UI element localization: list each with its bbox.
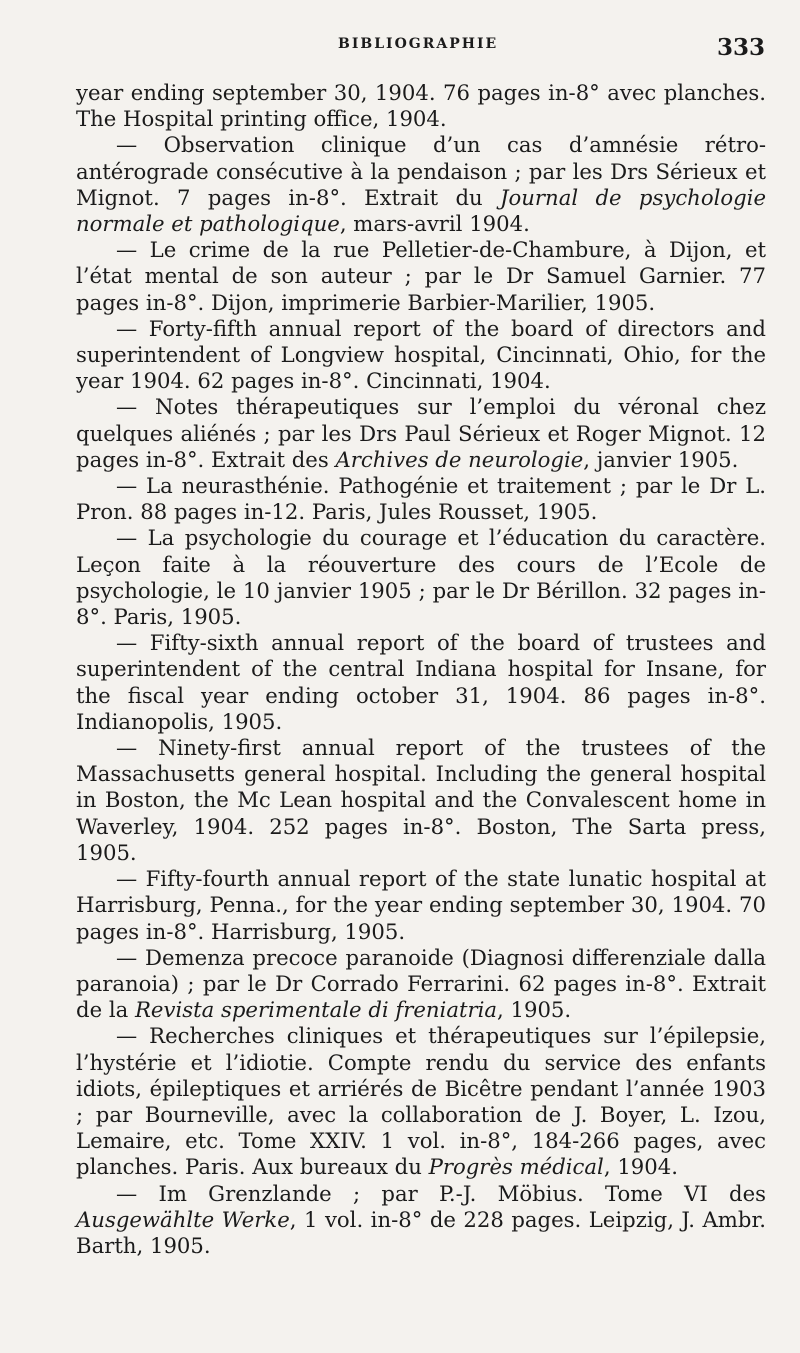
entry-text: — La neurasthénie. Pathogénie et traitement ; par le Dr L. Pron. 88 pages in-12. Paris, Jules Rousset, 1905. [76, 473, 766, 525]
bibliography-entry [76, 866, 766, 945]
entry-title-italic: Ausgewählte Werke [76, 1206, 290, 1232]
entry-text: , 1904. [603, 1154, 678, 1180]
running-title: BIBLIOGRAPHIE [338, 36, 499, 52]
entry-text: — Forty-fifth annual report of the board of directors and superintendent of Longview hospital, Cincinnati, Ohio, for the year 1904. 62 pages in-8°. Cincinnati, 1904. [76, 315, 766, 394]
entry-text: — Recherches cliniques et thérapeutiques sur l’épilepsie, l’hystérie et l’idiotie. Compte rendu du service des enfants idiots, épileptiques et arriérés de Bicêtre pendant l’année 1903 ; par Bourneville, avec la collaboration de J. Boyer, L. Izou, Lemaire, etc. Tome XXIV. 1 vol. in-8°, 184-266 pages, avec planches. Paris. Aux bureaux du [76, 1023, 766, 1180]
entry-text: — Notes thérapeutiques sur l’emploi du véronal chez quelques aliénés ; par les Drs Paul Sérieux et Roger Mignot. 12 pages in-8°. Extrait des [76, 394, 766, 472]
page-header [0, 34, 800, 74]
bibliography-entry [76, 316, 766, 395]
entry-text: — Observation clinique d’un cas d’amnésie rétro-antérograde consécutive à la pendaison ; par les Drs Sérieux et Mignot. 7 pages in-8°. Extrait du [76, 132, 766, 210]
entry-text: — Le crime de la rue Pelletier-de-Chambure, à Dijon, et l’état mental de son auteur ; par le Dr Samuel Garnier. 77 pages in-8°. Dijon, imprimerie Barbier-Marilier, 1905. [76, 237, 766, 315]
entry-text: — Ninety-first annual report of the trustees of the Massachusetts general hospital. Including the general hospital in Boston, the Mc Lean hospital and the Convalescent home in Waverley, 1904. 252 pages in-8°. Boston, The Sarta press, 1905. [76, 735, 766, 865]
bibliography-entry [76, 473, 766, 525]
page-number: 333 [716, 34, 765, 61]
entry-title-italic: Journal de psychologie normale et pathologique [76, 184, 766, 237]
bibliography-entry [76, 394, 766, 473]
entry-text: , janvier 1905. [583, 446, 739, 472]
bibliography-entry [76, 945, 766, 1024]
bibliography-entry [76, 1181, 766, 1260]
entry-text: — Demenza precoce paranoide (Diagnosi differenziale dalla paranoia) ; par le Dr Corrado Ferrarini. 62 pages in-8°. Extrait de la [76, 944, 766, 1023]
entry-text: — Fifty-fourth annual report of the state lunatic hospital at Harrisburg, Penna., for the year ending september 30, 1904. 70 pages in-8°. Harrisburg, 1905. [76, 866, 766, 944]
bibliography-entry [76, 735, 766, 866]
entry-text: — Im Grenzlande ; par P.-J. Möbius. Tome VI des [116, 1180, 766, 1206]
bibliography-entry [76, 630, 766, 735]
entry-title-italic: Revista sperimentale di freniatria [134, 997, 498, 1023]
bibliography-entry [76, 525, 766, 630]
entry-text: , 1905. [497, 997, 572, 1023]
entry-text: — Fifty-sixth annual report of the board of trustees and superintendent of the central Indiana hospital for Insane, for the fiscal year ending october 31, 1904. 86 pages in-8°. Indianopolis, 1905. [76, 630, 766, 734]
bibliography-entry [76, 237, 766, 316]
bibliography-body [76, 80, 766, 1259]
entry-text: year ending september 30, 1904. 76 pages in-8° avec planches. The Hospital printing office, 1904. [76, 80, 766, 132]
entry-title-italic: Archives de neurologie [335, 446, 584, 472]
entry-title-italic: Progrès médical [428, 1154, 604, 1180]
bibliography-entry [76, 1023, 766, 1180]
entry-text: , 1 vol. in-8° de 228 pages. Leipzig, J. Ambr. Barth, 1905. [76, 1206, 766, 1258]
bibliography-entry [76, 80, 766, 132]
entry-text: , mars-avril 1904. [339, 211, 530, 237]
entry-text: — La psychologie du courage et l’éducation du caractère. Leçon faite à la réouverture des cours de l’Ecole de psychologie, le 10 janvier 1905 ; par le Dr Bérillon. 32 pages in-8°. Paris, 1905. [76, 525, 766, 630]
bibliography-entry [76, 132, 766, 237]
